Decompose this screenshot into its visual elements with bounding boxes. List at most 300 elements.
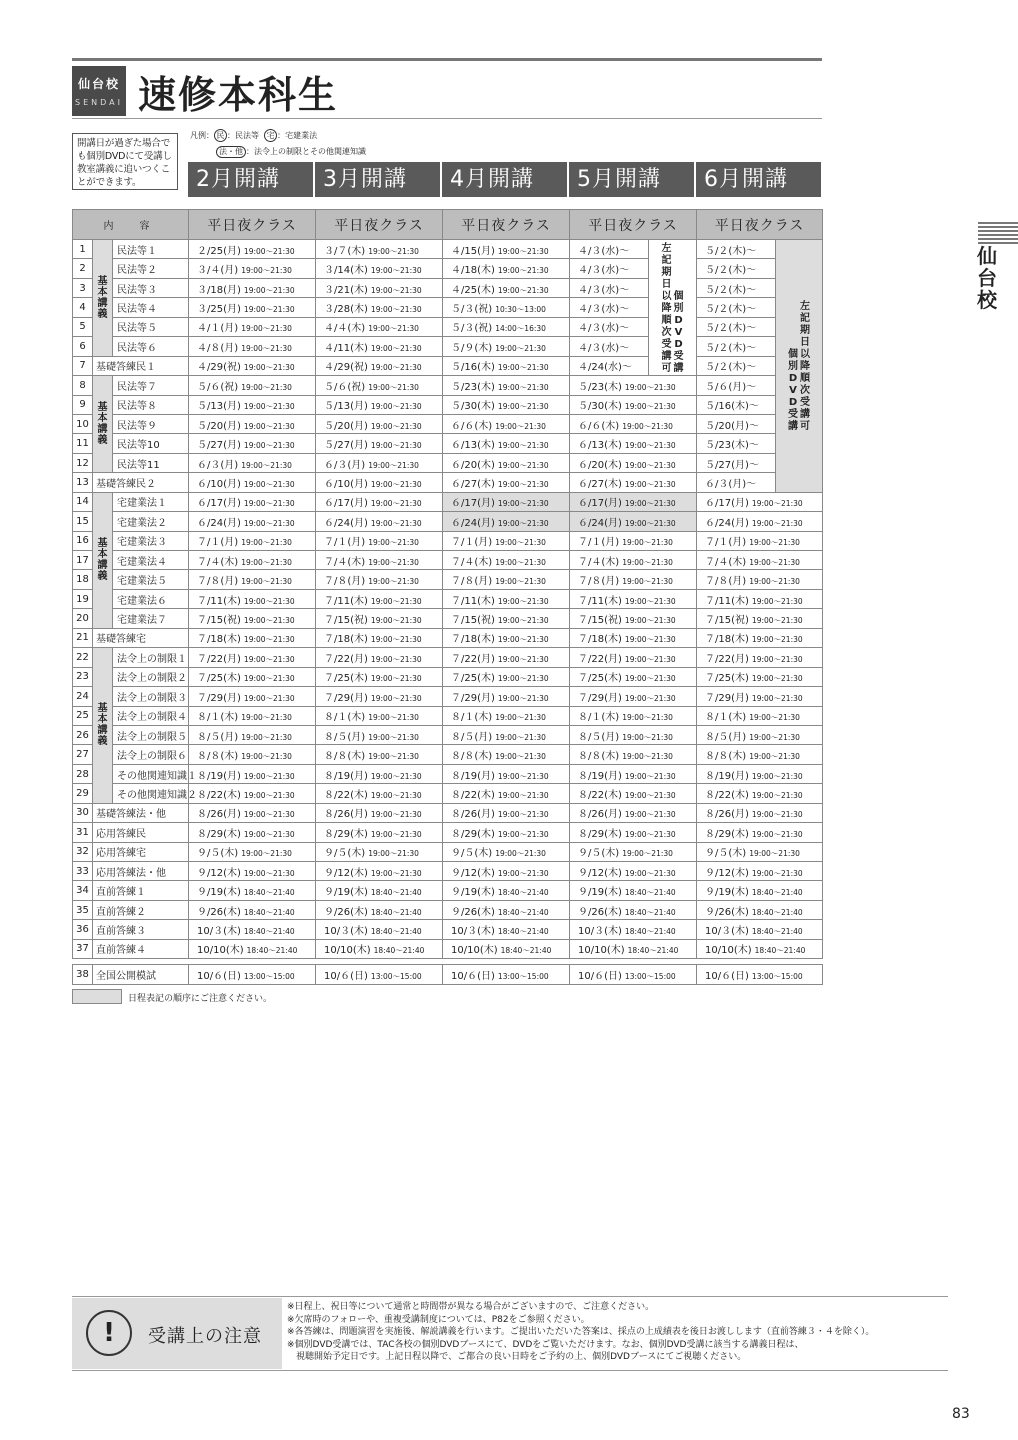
date-text: ７/18(木) (705, 634, 749, 646)
header-top-rule (72, 58, 822, 61)
date-text: ９/５(木) (324, 848, 366, 860)
time-text: 19:00〜21:30 (497, 810, 549, 820)
time-text: 19:00〜21:30 (241, 538, 292, 548)
time-text: 19:00〜21:30 (243, 305, 295, 315)
date-text: ６/17(月) (324, 498, 368, 510)
date-text: ５/13(月) (324, 401, 368, 413)
date-text: 10/３(木) (324, 926, 368, 938)
date-text: ６/27(木) (578, 478, 622, 490)
time-text: 19:00〜21:30 (624, 693, 676, 703)
date-text: 10/６(日) (705, 970, 749, 982)
time-text: 19:00〜21:30 (243, 829, 295, 839)
date-cell (189, 965, 316, 984)
table-row (73, 337, 823, 356)
table-row (73, 965, 823, 984)
date-cell (316, 764, 443, 783)
date-cell (316, 298, 443, 317)
row-number: 14 (73, 492, 93, 511)
date-cell (697, 473, 776, 492)
date-cell (316, 842, 443, 861)
time-text: 19:00〜21:30 (241, 849, 292, 859)
date-text: ５/30(木) (578, 401, 622, 413)
caution-line: ※個別DVD受講では、TAC各校の個別DVDブースにて、DVDをご覧いただけます。なお、個別DVD受講に該当する講義日程は、 (287, 1339, 804, 1350)
date-text: ８/５(月) (578, 731, 620, 743)
date-cell (570, 823, 697, 842)
date-cell (697, 453, 776, 472)
month-tab-apr: 4月開講 (442, 162, 567, 197)
page-title: 速修本科生 (138, 73, 339, 117)
time-text: 19:00〜21:30 (624, 616, 676, 626)
date-text: ５/２(木)〜 (705, 284, 757, 296)
date-cell (697, 842, 823, 861)
time-text: 19:00〜21:30 (368, 382, 419, 392)
subject-cell: 宅建業法４ (113, 551, 189, 570)
date-cell (570, 881, 697, 900)
subject-cell: 宅建業法２ (113, 512, 189, 531)
date-text: ５/20(月)〜 (705, 420, 759, 432)
time-text: 19:00〜21:30 (624, 771, 676, 781)
time-text: 19:00〜21:30 (622, 538, 673, 548)
time-text: 19:00〜21:30 (243, 479, 295, 489)
date-cell (189, 278, 316, 297)
campus-name: 仙台校 (77, 77, 120, 91)
date-cell (697, 939, 823, 958)
date-text: 10/10(木) (324, 945, 371, 957)
date-cell (697, 512, 823, 531)
header-class-apr: 平日夜クラス (443, 210, 570, 240)
schedule-table (72, 209, 823, 985)
date-cell (316, 900, 443, 919)
date-cell (189, 395, 316, 414)
row-number: 28 (73, 764, 93, 783)
row-number: 32 (73, 842, 93, 861)
time-text: 19:00〜21:30 (749, 849, 800, 859)
caution-line: 視聴開始予定日です。上記日程以降で、ご都合の良い日時をご予約の上、個別DVDブースにてご視聴ください。 (287, 1352, 747, 1363)
date-text: ６/６(木) (578, 420, 620, 432)
time-text: 19:00〜21:30 (751, 868, 803, 878)
date-text: ４/８(月) (197, 342, 239, 354)
table-row (73, 939, 823, 958)
dvd-note-jun (776, 240, 823, 493)
date-cell (189, 628, 316, 647)
date-cell (316, 648, 443, 667)
time-text: 19:00〜21:30 (624, 790, 676, 800)
subject-cell: 直前答練３ (93, 920, 189, 939)
date-cell (697, 278, 776, 297)
time-text: 18:40〜21:40 (246, 946, 298, 956)
time-text: 19:00〜21:30 (751, 596, 803, 606)
time-text: 18:40〜21:40 (370, 907, 422, 917)
date-text: ８/26(月) (578, 809, 622, 821)
time-text: 19:00〜21:30 (751, 790, 803, 800)
dvd-note-text: 左 記 期 日 以 降 順 次 受 講 可 (800, 300, 811, 432)
date-text: ５/３(祝) (451, 304, 493, 316)
date-text: ７/15(祝) (197, 615, 241, 627)
date-cell (189, 667, 316, 686)
date-text: ６/20(木) (451, 459, 495, 471)
date-cell (697, 862, 823, 881)
date-cell (316, 317, 443, 336)
group-label-cell (93, 492, 113, 628)
time-text: 19:00〜21:30 (241, 557, 292, 567)
date-text: ９/12(木) (705, 867, 749, 879)
date-cell (697, 609, 823, 628)
caution-header (72, 1298, 282, 1369)
date-text: ７/25(木) (324, 673, 368, 685)
subject-cell: 基礎答練民２ (93, 473, 189, 492)
subject-cell: 民法等２ (113, 259, 189, 278)
row-number: 10 (73, 414, 93, 433)
date-text: ６/13(木) (451, 440, 495, 452)
caution-title: 受講上の注意 (148, 1326, 262, 1347)
date-cell (570, 337, 649, 356)
legend (190, 128, 366, 160)
time-text: 19:00〜21:30 (243, 810, 295, 820)
date-cell (570, 317, 649, 336)
row-number: 26 (73, 725, 93, 744)
date-cell (316, 803, 443, 822)
date-text: ５/23(木)〜 (705, 440, 759, 452)
date-text: ８/８(木) (451, 751, 493, 763)
time-text: 19:00〜21:30 (749, 577, 800, 587)
time-text: 19:00〜21:30 (243, 596, 295, 606)
date-cell (189, 725, 316, 744)
table-row (73, 492, 823, 511)
date-text: ４/29(祝) (324, 362, 368, 374)
date-text: ４/３(水)〜 (578, 265, 630, 277)
date-text: ８/26(月) (451, 809, 495, 821)
date-cell (316, 745, 443, 764)
date-text: ５/９(木) (451, 342, 493, 354)
date-text: ８/29(木) (197, 828, 241, 840)
date-text: ５/20(月) (324, 420, 368, 432)
time-text: 19:00〜21:30 (497, 402, 549, 412)
table-row (73, 764, 823, 783)
dvd-note-text: 左 記 期 日 以 降 順 次 受 講 可 (661, 242, 672, 374)
date-cell (316, 337, 443, 356)
dvd-note-may (649, 240, 697, 376)
date-text: ９/26(木) (197, 906, 241, 918)
date-text: ５/13(月) (197, 401, 241, 413)
date-cell (697, 706, 823, 725)
date-text: ５/６(月)〜 (705, 381, 757, 393)
legend-min-mark: 民 (214, 129, 227, 142)
date-cell (697, 259, 776, 278)
shade-legend-text: 日程表記の順序にご注意ください。 (128, 994, 273, 1004)
time-text: 13:00〜15:00 (624, 971, 676, 981)
table-row (73, 687, 823, 706)
time-text: 19:00〜21:30 (624, 596, 676, 606)
date-text: ２/25(月) (197, 245, 241, 257)
date-cell (189, 609, 316, 628)
date-text: ８/22(木) (451, 789, 495, 801)
time-text: 18:40〜21:40 (627, 946, 679, 956)
date-cell (316, 823, 443, 842)
row-number: 15 (73, 512, 93, 531)
date-cell (443, 803, 570, 822)
date-cell (189, 784, 316, 803)
time-text: 19:00〜21:30 (241, 752, 292, 762)
time-text: 19:00〜21:30 (624, 829, 676, 839)
subject-cell: 法令上の制限４ (113, 706, 189, 725)
time-text: 13:00〜15:00 (243, 971, 295, 981)
date-text: ４/11(木) (324, 342, 368, 354)
date-text: 10/10(木) (451, 945, 498, 957)
time-text: 19:00〜21:30 (751, 693, 803, 703)
time-text: 19:00〜21:30 (751, 499, 803, 509)
date-cell (697, 356, 776, 375)
date-cell (697, 803, 823, 822)
date-text: ５/23(木) (578, 381, 622, 393)
time-text: 19:00〜21:30 (497, 771, 549, 781)
date-text: ６/17(月) (705, 498, 749, 510)
table-row (73, 628, 823, 647)
date-text: ７/11(木) (578, 595, 622, 607)
time-text: 14:00〜16:30 (495, 324, 546, 334)
legend-taku-mark: 宅 (264, 129, 277, 142)
date-text: ８/８(木) (705, 751, 747, 763)
time-text: 19:00〜21:30 (241, 343, 292, 353)
date-cell (189, 240, 316, 259)
date-cell (570, 395, 697, 414)
time-text: 19:00〜21:30 (370, 363, 422, 373)
date-cell (570, 648, 697, 667)
date-cell (697, 745, 823, 764)
time-text: 19:00〜21:30 (622, 849, 673, 859)
date-cell (697, 337, 776, 356)
date-cell (316, 939, 443, 958)
row-number: 24 (73, 687, 93, 706)
time-text: 19:00〜21:30 (749, 713, 800, 723)
date-cell (443, 298, 570, 317)
time-text: 19:00〜21:30 (622, 577, 673, 587)
date-text: ８/26(月) (197, 809, 241, 821)
group-label: 基 本 講 義 (97, 402, 108, 447)
date-text: ６/24(月) (705, 517, 749, 529)
date-cell (697, 900, 823, 919)
time-text: 19:00〜21:30 (495, 557, 546, 567)
date-cell (443, 667, 570, 686)
date-text: ９/12(木) (197, 867, 241, 879)
time-text: 19:00〜21:30 (370, 810, 422, 820)
time-text: 19:00〜21:30 (370, 693, 422, 703)
date-cell (189, 881, 316, 900)
date-cell (570, 531, 697, 550)
month-tab-jun: 6月開講 (696, 162, 821, 197)
date-text: ７/25(木) (197, 673, 241, 685)
side-tab-lines (978, 222, 1018, 246)
row-number: 34 (73, 881, 93, 900)
date-text: ７/11(木) (705, 595, 749, 607)
month-tab-mar: 3月開講 (315, 162, 440, 197)
date-cell (443, 687, 570, 706)
date-cell (443, 881, 570, 900)
dvd-note-text2: 個 別 D V D 受 講 (788, 348, 799, 432)
date-cell (189, 492, 316, 511)
date-cell (697, 965, 823, 984)
date-cell (316, 492, 443, 511)
date-text: ８/22(木) (705, 789, 749, 801)
date-text: ５/23(木) (451, 381, 495, 393)
date-cell (316, 628, 443, 647)
time-text: 19:00〜21:30 (241, 382, 292, 392)
time-text: 19:00〜21:30 (243, 441, 295, 451)
date-cell (570, 628, 697, 647)
date-cell (570, 667, 697, 686)
date-text: ８/29(木) (324, 828, 368, 840)
date-cell (443, 725, 570, 744)
date-cell (443, 376, 570, 395)
date-text: ７/４(木) (451, 556, 493, 568)
date-text: ９/26(木) (451, 906, 495, 918)
date-cell (570, 784, 697, 803)
date-text: ３/７(木) (324, 245, 366, 257)
subject-cell: 民法等１ (113, 240, 189, 259)
date-cell (316, 551, 443, 570)
date-text: ５/６(祝) (324, 381, 366, 393)
date-text: ６/17(月) (451, 498, 495, 510)
time-text: 19:00〜21:30 (497, 499, 549, 509)
time-text: 18:40〜21:40 (751, 888, 803, 898)
time-text: 19:00〜21:30 (370, 266, 422, 276)
date-text: ７/25(木) (578, 673, 622, 685)
row-number: 21 (73, 628, 93, 647)
time-text: 19:00〜21:30 (497, 635, 549, 645)
time-text: 19:00〜21:30 (497, 654, 549, 664)
time-text: 19:00〜21:30 (497, 441, 549, 451)
time-text: 19:00〜21:30 (495, 577, 546, 587)
date-cell (443, 609, 570, 628)
date-cell (443, 920, 570, 939)
date-cell (697, 784, 823, 803)
date-cell (189, 551, 316, 570)
time-text: 19:00〜21:30 (624, 441, 676, 451)
time-text: 13:00〜15:00 (497, 971, 549, 981)
date-cell (189, 764, 316, 783)
date-cell (189, 414, 316, 433)
time-text: 19:00〜21:30 (497, 596, 549, 606)
legend-prefix: 凡例： (190, 131, 214, 140)
date-cell (316, 434, 443, 453)
row-number: 4 (73, 298, 93, 317)
date-text: ８/５(月) (197, 731, 239, 743)
date-text: ４/３(水)〜 (578, 342, 630, 354)
time-text: 19:00〜21:30 (495, 849, 546, 859)
table-row (73, 667, 823, 686)
table-row (73, 551, 823, 570)
table-row (73, 512, 823, 531)
date-text: ８/１(木) (324, 712, 366, 724)
date-cell (316, 725, 443, 744)
table-row (73, 570, 823, 589)
date-text: ７/25(木) (705, 673, 749, 685)
time-text: 19:00〜21:30 (368, 732, 419, 742)
time-text: 19:00〜21:30 (622, 732, 673, 742)
time-text: 18:40〜21:40 (243, 888, 295, 898)
date-text: ９/19(木) (324, 887, 368, 899)
time-text: 19:00〜21:30 (495, 752, 546, 762)
date-text: ８/19(月) (578, 770, 622, 782)
time-text: 19:00〜21:30 (241, 460, 292, 470)
date-cell (443, 512, 570, 531)
date-cell (443, 434, 570, 453)
schedule-body (73, 240, 823, 985)
subject-cell: 基礎答練法・他 (93, 803, 189, 822)
date-text: ７/18(木) (451, 634, 495, 646)
date-cell (316, 278, 443, 297)
time-text: 19:00〜21:30 (243, 674, 295, 684)
date-cell (570, 939, 697, 958)
date-text: ７/15(祝) (578, 615, 622, 627)
date-cell (189, 939, 316, 958)
date-text: ８/19(月) (451, 770, 495, 782)
time-text: 19:00〜21:30 (497, 246, 549, 256)
time-text: 19:00〜21:30 (243, 499, 295, 509)
date-text: ７/29(月) (451, 692, 495, 704)
date-text: ９/19(木) (705, 887, 749, 899)
date-cell (189, 862, 316, 881)
date-cell (316, 570, 443, 589)
table-row (73, 900, 823, 919)
date-cell (443, 278, 570, 297)
time-text: 18:40〜21:40 (370, 927, 422, 937)
date-text: ８/５(月) (324, 731, 366, 743)
table-row (73, 842, 823, 861)
row-number: 29 (73, 784, 93, 803)
date-cell (443, 570, 570, 589)
date-cell (570, 473, 697, 492)
date-cell (697, 687, 823, 706)
date-cell (189, 648, 316, 667)
time-text: 19:00〜21:30 (368, 324, 419, 334)
date-cell (189, 589, 316, 608)
date-cell (697, 414, 776, 433)
date-text: ７/１(月) (705, 537, 747, 549)
date-cell (697, 531, 823, 550)
date-text: ７/25(木) (451, 673, 495, 685)
date-text: ７/11(木) (451, 595, 495, 607)
date-text: ８/１(木) (451, 712, 493, 724)
date-cell (570, 745, 697, 764)
date-cell (443, 900, 570, 919)
date-cell (316, 862, 443, 881)
legend-min-label: ：民法等 (227, 131, 259, 140)
date-cell (570, 376, 697, 395)
date-text: 10/10(木) (578, 945, 625, 957)
date-text: ８/22(木) (578, 789, 622, 801)
legend-taku-label: ：宅建業法 (277, 131, 318, 140)
date-text: ６/24(月) (578, 517, 622, 529)
date-cell (316, 881, 443, 900)
date-text: ５/６(祝) (197, 381, 239, 393)
date-text: ６/17(月) (578, 498, 622, 510)
subject-cell: 法令上の制限１ (113, 648, 189, 667)
row-number: 18 (73, 570, 93, 589)
subject-cell: 直前答練１ (93, 881, 189, 900)
date-cell (697, 648, 823, 667)
date-text: ６/３(月) (324, 459, 366, 471)
date-text: ７/29(月) (578, 692, 622, 704)
time-text: 19:00〜21:30 (368, 713, 419, 723)
time-text: 19:00〜21:30 (749, 538, 800, 548)
row-number: 2 (73, 259, 93, 278)
date-text: ６/24(月) (324, 517, 368, 529)
time-text: 19:00〜21:30 (370, 518, 422, 528)
time-text: 19:00〜21:30 (497, 285, 549, 295)
date-text: ８/19(月) (324, 770, 368, 782)
time-text: 19:00〜21:30 (370, 499, 422, 509)
date-cell (316, 240, 443, 259)
